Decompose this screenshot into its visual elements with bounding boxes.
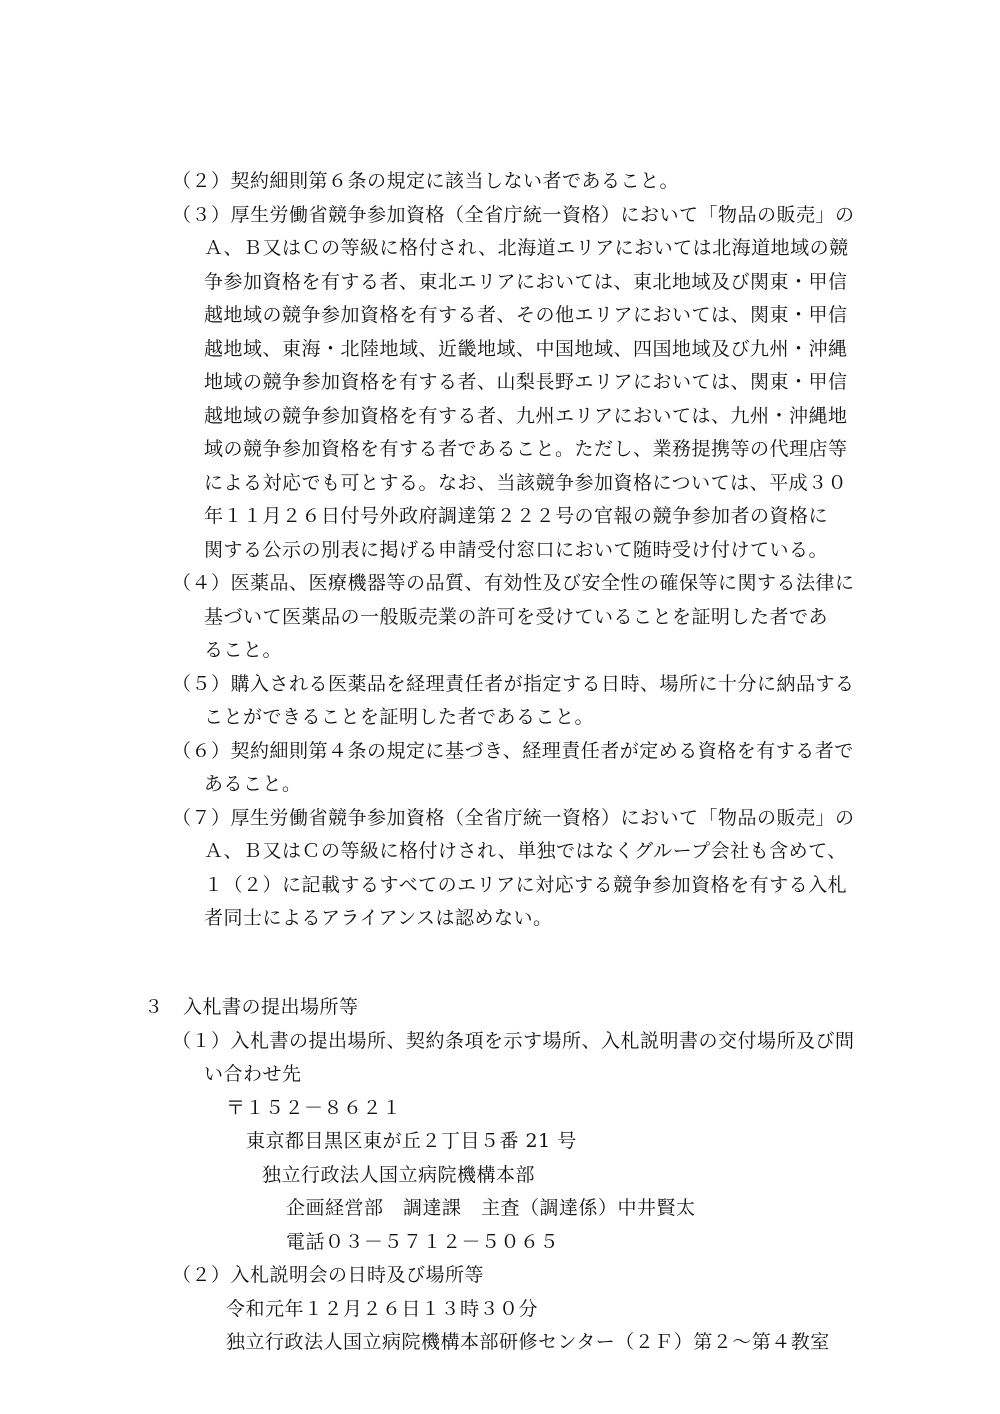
- item-3-line: 地域の競争参加資格を有する者、山梨長野エリアにおいては、関東・甲信: [204, 371, 848, 393]
- item-3-line: 越地域、東海・北陸地域、近畿地域、中国地域、四国地域及び九州・沖縄: [204, 338, 848, 360]
- item-3-line: による対応でも可とする。なお、当該競争参加資格については、平成３０: [204, 472, 848, 494]
- organization-name: 独立行政法人国立病院機構本部: [262, 1164, 536, 1186]
- phone-number: 電話０３－５７１２－５０６５: [286, 1231, 560, 1253]
- item-7-line: 者同士によるアライアンスは認めない。: [204, 907, 553, 929]
- sub-2-heading: （２）入札説明会の日時及び場所等: [172, 1264, 485, 1286]
- sub-1-line: （１）入札書の提出場所、契約条項を示す場所、入札説明書の交付場所及び問: [172, 1030, 855, 1052]
- briefing-datetime: 令和元年１２月２６日１３時３０分: [226, 1298, 539, 1320]
- item-5-line: （５）購入される医薬品を経理責任者が指定する日時、場所に十分に納品する: [172, 673, 855, 695]
- sub-1-line: い合わせ先: [204, 1063, 302, 1085]
- item-7-line: １（２）に記載するすべてのエリアに対応する競争参加資格を有する入札: [204, 874, 848, 896]
- postal-code: 〒１５２－８６２１: [226, 1097, 402, 1119]
- item-5-line: ことができることを証明した者であること。: [204, 706, 595, 728]
- item-3-line: 域の競争参加資格を有する者であること。ただし、業務提携等の代理店等: [204, 438, 848, 460]
- item-4-line: ること。: [204, 639, 283, 661]
- item-3-line: Ａ、Ｂ又はＣの等級に格付され、北海道エリアにおいては北海道地域の競: [204, 237, 849, 259]
- contact-person: 企画経営部 調達課 主査（調達係）中井賢太: [286, 1197, 696, 1219]
- item-3-line: 年１１月２６日付号外政府調達第２２２号の官報の競争参加者の資格に: [204, 505, 829, 527]
- item-3-line: （３）厚生労働省競争参加資格（全省庁統一資格）において「物品の販売」の: [172, 204, 855, 226]
- item-4-line: （４）医薬品、医療機器等の品質、有効性及び安全性の確保等に関する法律に: [172, 572, 855, 594]
- item-6-line: あること。: [204, 773, 302, 795]
- item-4-line: 基づいて医薬品の一般販売業の許可を受けていることを証明した者であ: [204, 606, 829, 628]
- briefing-venue: 独立行政法人国立病院機構本部研修センター（２Ｆ）第２～第４教室: [226, 1331, 830, 1353]
- item-2: （２）契約細則第６条の規定に該当しない者であること。: [172, 170, 680, 192]
- street-address: 東京都目黒区東が丘２丁目５番 21 号: [246, 1130, 577, 1152]
- item-7-line: （７）厚生労働省競争参加資格（全省庁統一資格）において「物品の販売」の: [172, 807, 855, 829]
- item-7-line: Ａ、Ｂ又はＣの等級に格付けされ、単独ではなくグループ会社も含めて、: [204, 840, 847, 862]
- item-3-line: 越地域の競争参加資格を有する者、その他エリアにおいては、関東・甲信: [204, 304, 848, 326]
- item-6-line: （６）契約細則第４条の規定に基づき、経理責任者が定める資格を有する者で: [172, 740, 854, 762]
- section-3-heading: ３ 入札書の提出場所等: [144, 996, 359, 1018]
- item-3-line: 争参加資格を有する者、東北エリアにおいては、東北地域及び関東・甲信: [204, 271, 848, 293]
- item-3-line: 越地域の競争参加資格を有する者、九州エリアにおいては、九州・沖縄地: [204, 405, 848, 427]
- item-3-line: 関する公示の別表に掲げる申請受付窓口において随時受け付けている。: [204, 539, 829, 561]
